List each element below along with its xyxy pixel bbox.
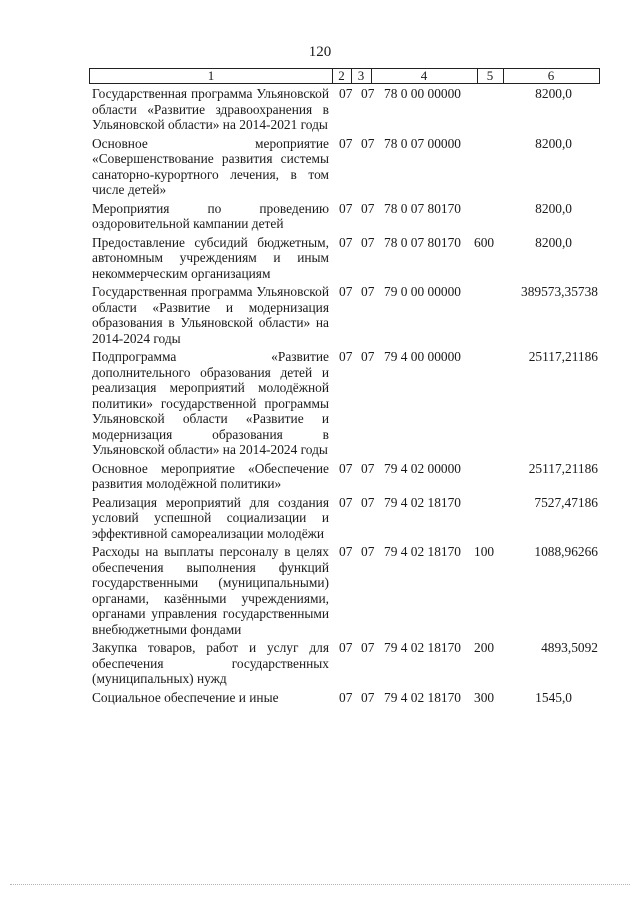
row-subsection: 07: [361, 234, 375, 250]
header-col-5: 5: [477, 69, 504, 83]
row-name: Основное мероприятие «Обеспечение развития молодёжной политики»: [92, 460, 329, 491]
scan-edge-dots: [10, 884, 630, 887]
header-col-6: 6: [547, 68, 555, 83]
row-section: 07: [339, 135, 353, 151]
row-subsection: 07: [361, 86, 375, 101]
row-subsection: 07: [361, 460, 375, 476]
row-expense-type: 300: [474, 689, 495, 705]
row-section: 07: [339, 86, 353, 101]
row-target-code: 79 4 02 18170: [384, 689, 461, 705]
row-subsection: 07: [361, 200, 375, 216]
row-section: 07: [339, 234, 353, 250]
row-name: Подпрограмма «Развитие дополнительного образования детей и реализация мероприятий молодёжной политики» государственной программы Ульяновской области «Развитие и модернизация образования в Ульяновской области» на 2014-2024 годы: [92, 349, 329, 457]
table-row: [0, 136, 640, 198]
row-name: Закупка товаров, работ и услуг для обеспечения государственных (муниципальных) нужд: [92, 640, 329, 686]
table-header: [89, 68, 600, 84]
row-section: 07: [339, 640, 353, 655]
row-target-code: 79 0 00 00000: [384, 284, 461, 299]
row-amount: 8200,0: [535, 135, 572, 151]
row-amount: 1088,96266: [534, 544, 598, 559]
row-amount: 8200,0: [535, 234, 572, 250]
table-row: [0, 284, 640, 346]
row-target-code: 78 0 07 80170: [384, 200, 461, 216]
row-name: Государственная программа Ульяновской области «Развитие здравоохранения в Ульяновской области» на 2014-2021 годы: [92, 86, 329, 132]
row-name: Расходы на выплаты персоналу в целях обеспечения выполнения функций государственными (муниципальными) органами, казёнными учреждениями, органами управления государственными внебюджетными фондами: [92, 544, 329, 637]
row-target-code: 78 0 07 00000: [384, 135, 461, 151]
row-amount: 8200,0: [535, 86, 572, 101]
table-row: [0, 349, 640, 458]
table-row: [0, 235, 640, 282]
row-expense-type: 200: [474, 640, 495, 655]
row-name: Мероприятия по проведению оздоровительной кампании детей: [92, 200, 329, 231]
row-subsection: 07: [361, 494, 375, 510]
row-amount: 7527,47186: [534, 494, 598, 510]
row-section: 07: [339, 284, 353, 299]
row-section: 07: [339, 460, 353, 476]
row-amount: 4893,5092: [541, 640, 598, 655]
table-row: [0, 86, 640, 133]
row-expense-type: 600: [474, 234, 495, 250]
row-section: 07: [339, 200, 353, 216]
row-target-code: 79 4 02 00000: [384, 460, 461, 476]
row-amount: 25117,21186: [528, 349, 598, 364]
row-target-code: 79 4 00 00000: [384, 349, 461, 364]
row-name: Реализация мероприятий для создания условий успешной социализации и эффективной самореализации молодёжи: [92, 494, 329, 541]
header-col-2: 2: [332, 69, 352, 83]
row-target-code: 78 0 07 80170: [384, 234, 461, 250]
row-target-code: 78 0 00 00000: [384, 86, 461, 101]
row-subsection: 07: [361, 349, 375, 364]
table-row: [0, 544, 640, 637]
row-name: Социальное обеспечение и иные: [92, 689, 279, 705]
row-amount: 1545,0: [535, 689, 572, 705]
table-row: [0, 640, 640, 687]
row-expense-type: 100: [474, 544, 495, 559]
page-number: 120: [308, 44, 332, 60]
row-amount: 8200,0: [535, 200, 572, 216]
row-section: 07: [339, 544, 353, 559]
table-row: [0, 690, 640, 706]
header-col-1: 1: [90, 69, 333, 83]
row-section: 07: [339, 494, 353, 510]
row-target-code: 79 4 02 18170: [384, 544, 461, 559]
row-amount: 389573,35738: [521, 284, 598, 299]
row-amount: 25117,21186: [528, 460, 598, 476]
row-section: 07: [339, 689, 353, 705]
row-section: 07: [339, 349, 353, 364]
row-name: Государственная программа Ульяновской области «Развитие и модернизация образования в Ульяновской области» на 2014-2024 годы: [92, 284, 329, 346]
table-row: [0, 461, 640, 492]
header-col-4: 4: [371, 69, 478, 83]
row-subsection: 07: [361, 544, 375, 559]
table-row: [0, 495, 640, 542]
row-name: Предоставление субсидий бюджетным, автономным учреждениям и иным некоммерческим организациям: [92, 234, 329, 281]
table-row: [0, 201, 640, 232]
header-col-3: 3: [351, 69, 372, 83]
table-body: [0, 86, 640, 705]
row-subsection: 07: [361, 689, 375, 705]
row-subsection: 07: [361, 640, 375, 655]
row-name: Основное мероприятие «Совершенствование развития системы санаторно-курортного лечения, в том числе детей»: [92, 135, 329, 197]
row-subsection: 07: [361, 284, 375, 299]
row-target-code: 79 4 02 18170: [384, 640, 461, 655]
row-subsection: 07: [361, 135, 375, 151]
row-target-code: 79 4 02 18170: [384, 494, 461, 510]
